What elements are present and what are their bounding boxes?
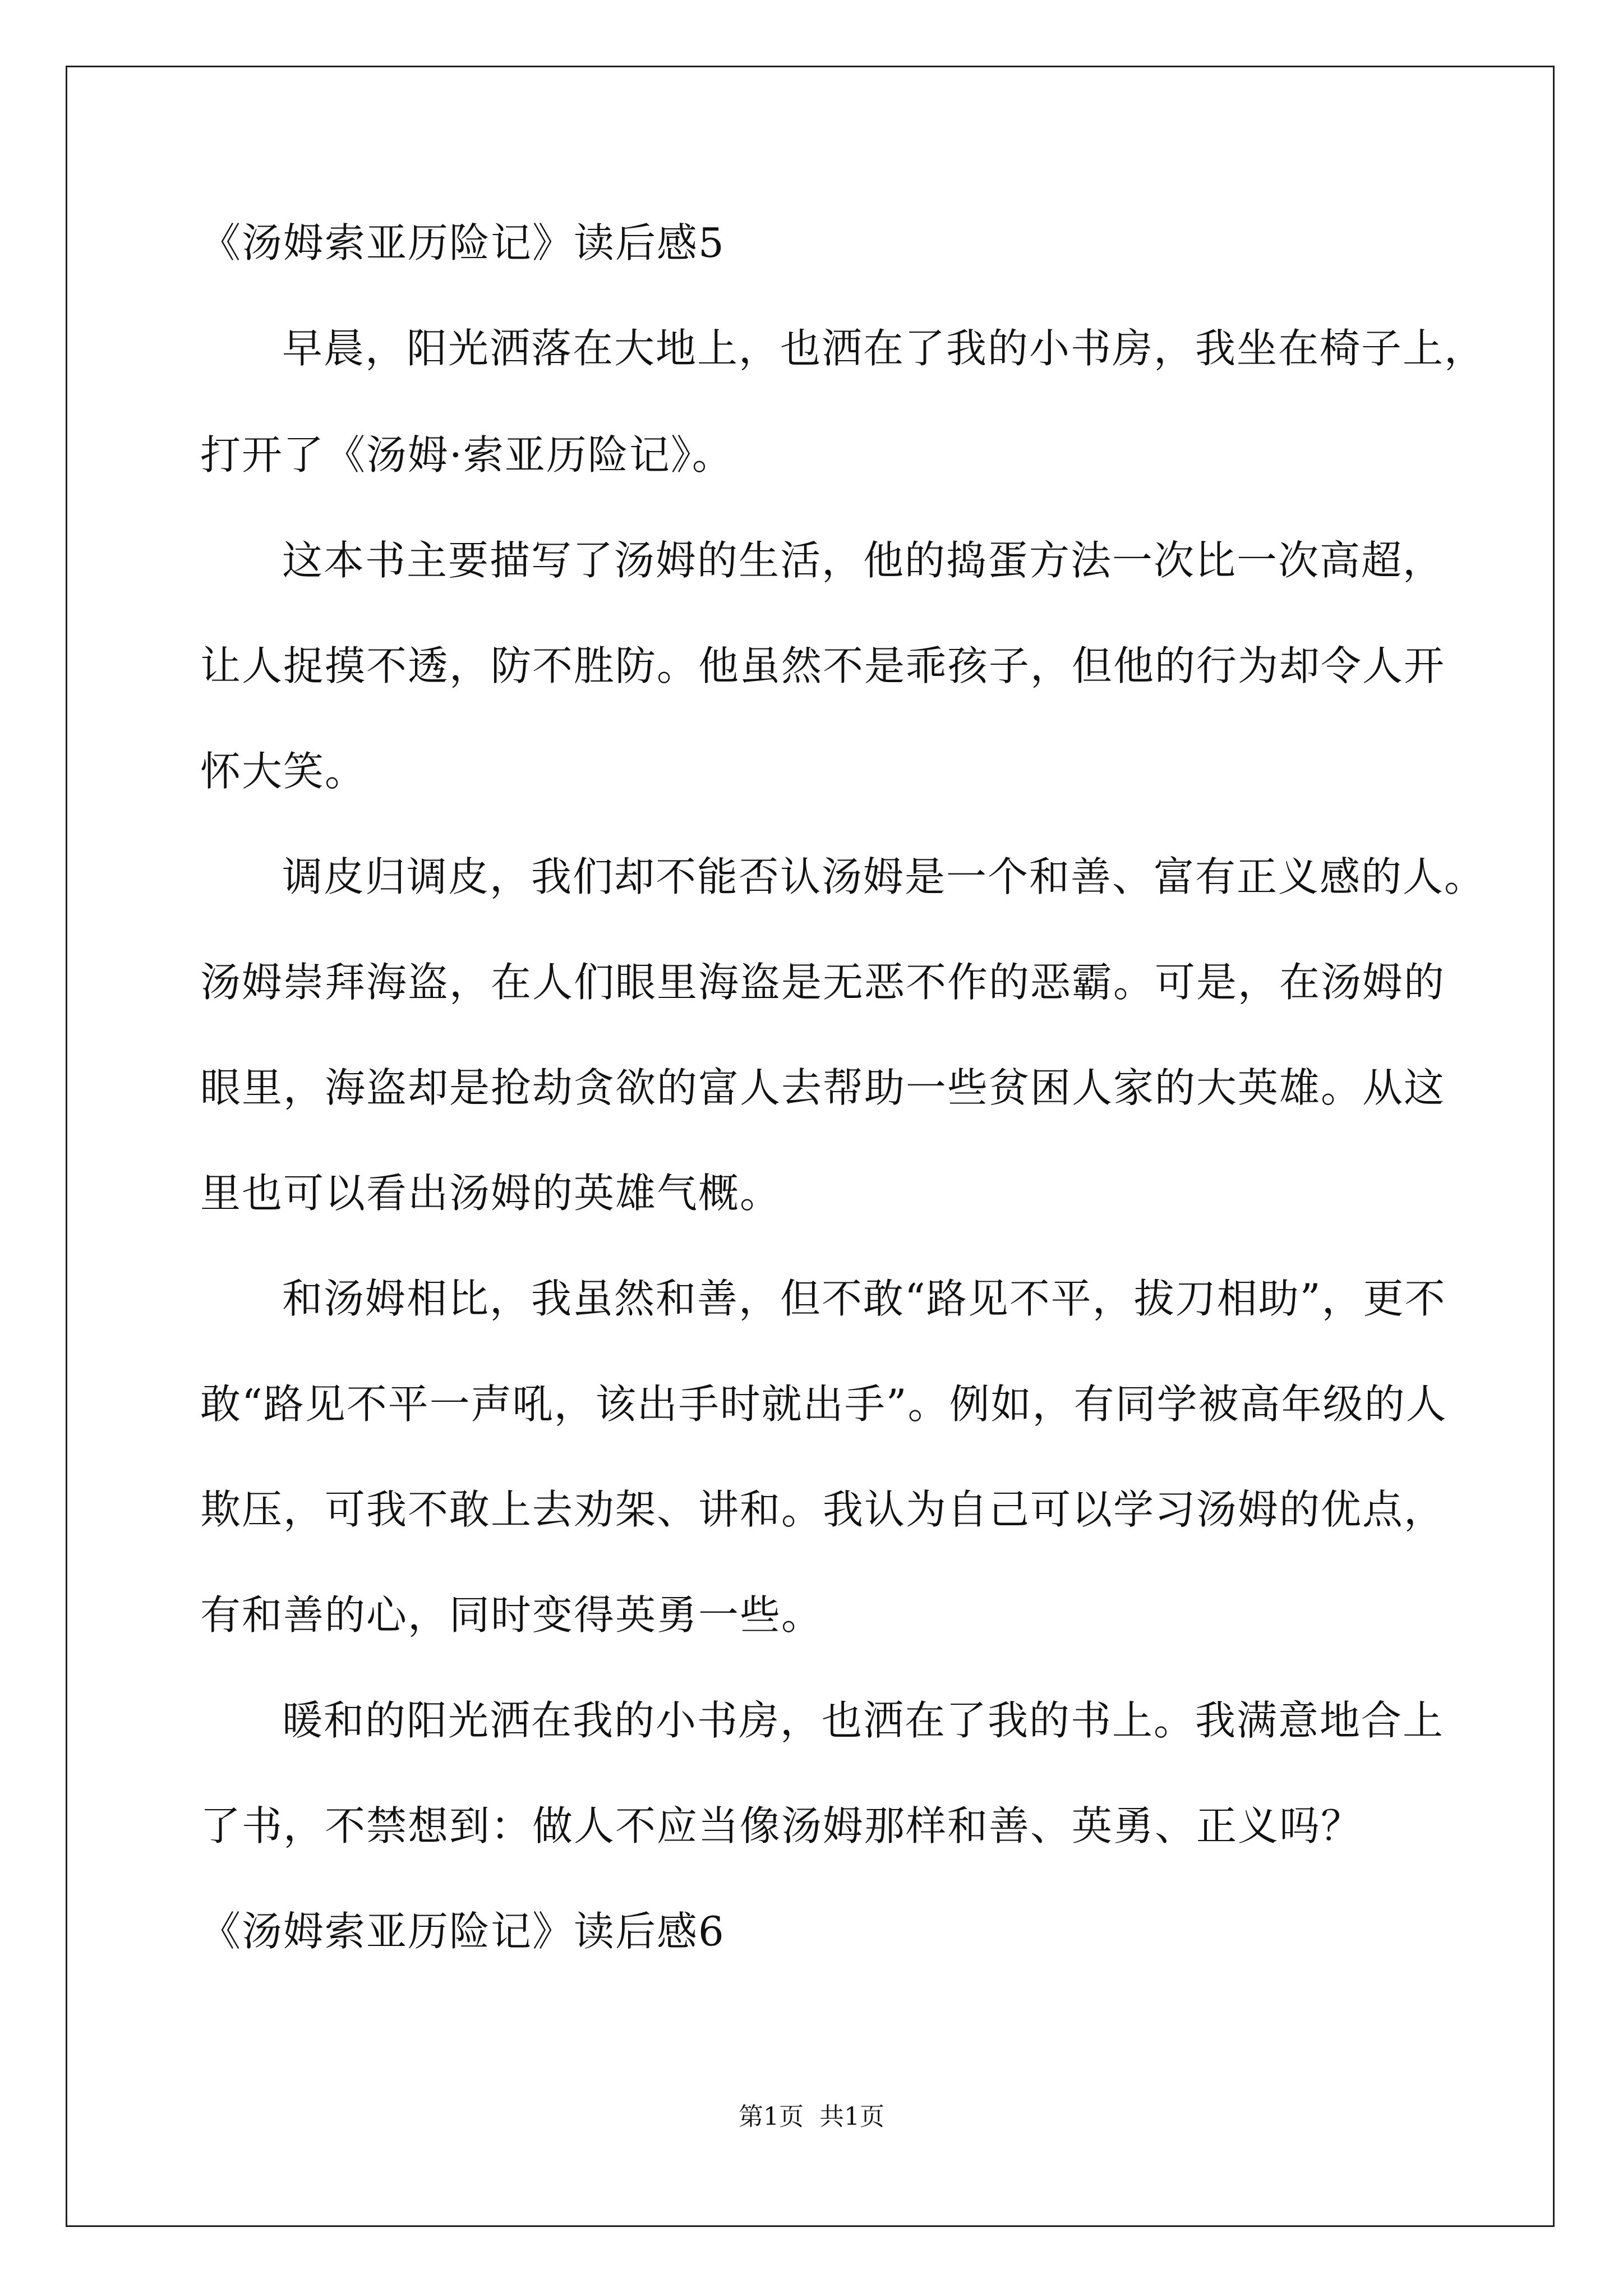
paragraph-line: 暖和的阳光洒在我的小书房，也洒在了我的书上。我满意地合上 <box>282 1697 1445 1744</box>
paragraph-line: 怀大笑。 <box>200 748 367 795</box>
section-title: 《汤姆索亚历险记》读后感6 <box>200 1908 725 1955</box>
paragraph-line: 汤姆崇拜海盗，在人们眼里海盗是无恶不作的恶霸。可是，在汤姆的 <box>200 959 1446 1006</box>
page-number: 第1页 <box>739 2102 804 2131</box>
page-footer <box>0 2100 1623 2134</box>
paragraph-line: 眼里，海盗却是抢劫贪欲的富人去帮助一些贫困人家的大英雄。从这 <box>200 1064 1446 1111</box>
paragraph-line: 敢“路见不平一声吼，该出手时就出手”。例如，有同学被高年级的人 <box>200 1381 1447 1428</box>
paragraph-line: 调皮归调皮，我们却不能否认汤姆是一个和善、富有正义感的人。 <box>282 853 1486 900</box>
page-border <box>66 66 1555 2227</box>
paragraph-line: 这本书主要描写了汤姆的生活，他的捣蛋方法一次比一次高超， <box>282 537 1445 584</box>
paragraph-line: 和汤姆相比，我虽然和善，但不敢“路见不平，拔刀相助”，更不 <box>282 1275 1446 1322</box>
paragraph-line: 让人捉摸不透，防不胜防。他虽然不是乖孩子，但他的行为却令人开 <box>200 642 1446 689</box>
paragraph-line: 早晨，阳光洒落在大地上，也洒在了我的小书房，我坐在椅子上， <box>282 325 1486 372</box>
section-title: 《汤姆索亚历险记》读后感5 <box>200 219 725 266</box>
page-total: 共1页 <box>819 2102 884 2131</box>
paragraph-line: 了书，不禁想到：做人不应当像汤姆那样和善、英勇、正义吗？ <box>200 1802 1363 1849</box>
paragraph-line: 有和善的心，同时变得英勇一些。 <box>200 1591 823 1639</box>
paragraph-line: 欺压，可我不敢上去劝架、讲和。我认为自己可以学习汤姆的优点， <box>200 1486 1446 1533</box>
paragraph-line: 里也可以看出汤姆的英雄气概。 <box>200 1170 782 1217</box>
paragraph-line: 打开了《汤姆·索亚历险记》。 <box>200 431 734 478</box>
